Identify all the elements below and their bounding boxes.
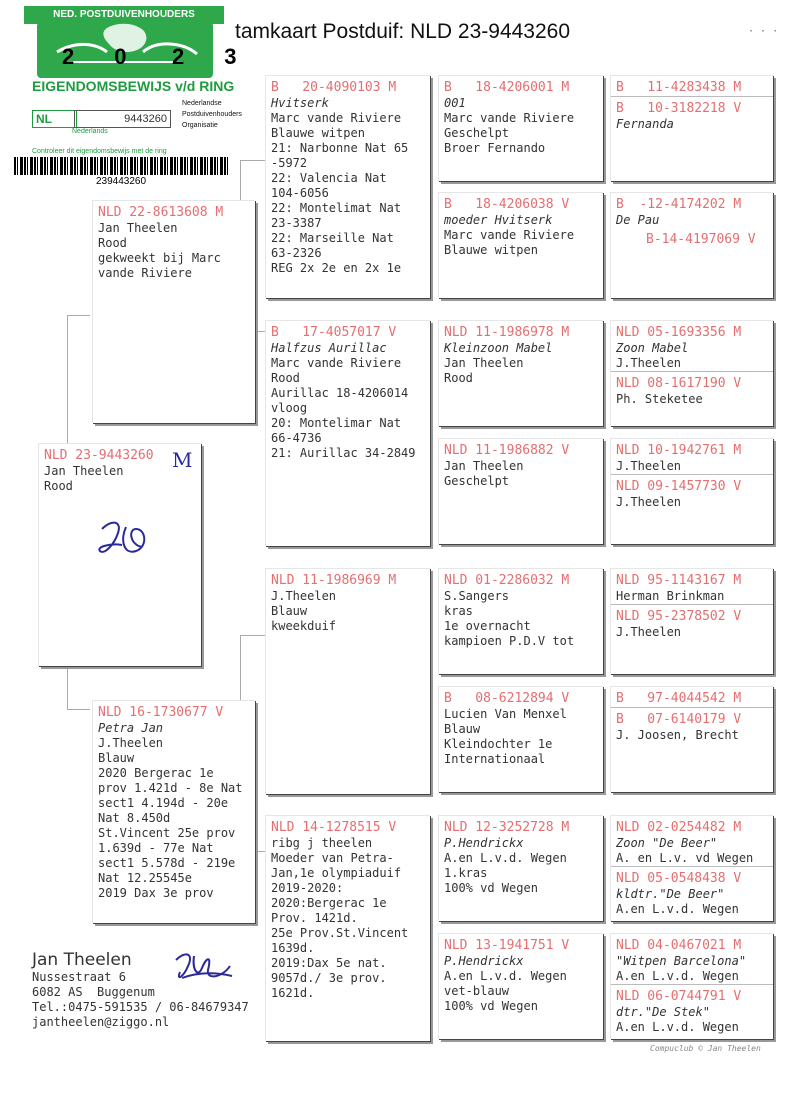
gp-line: 2019-2020: <box>271 881 344 895</box>
gp-line: 23-3387 <box>271 216 322 230</box>
gen4-dam-owner: A.en L.v.d. Wegen <box>616 902 739 916</box>
gp-line: 1621d. <box>271 986 315 1000</box>
gen4-dam-ring: NLD 08-1617190 V <box>616 376 742 391</box>
gp-ring: NLD 14-1278515 V <box>271 820 397 835</box>
great-grandparent-card <box>438 815 603 921</box>
gp-line: Blauwe witpen <box>271 126 365 140</box>
gp-line: 66-4736 <box>271 431 322 445</box>
gen4-sire-ring: NLD 05-1693356 M <box>616 325 742 340</box>
ggp-line: Marc vande Riviere <box>444 228 575 242</box>
dam-line: Nat 8.450d <box>98 811 171 825</box>
gp-ring: B 17-4057017 V <box>271 325 397 340</box>
gp-line: vloog <box>271 401 308 415</box>
sire-card <box>92 200 255 423</box>
gen4-dam-owner: J.Theelen <box>616 625 682 639</box>
gen4-pair-card <box>610 320 773 426</box>
dam-card <box>92 700 255 923</box>
ggp-line: 100% vd Wegen <box>444 881 538 895</box>
cert-npo-lines <box>182 98 242 131</box>
subject-line: Rood <box>44 479 73 493</box>
npo-line: Postduivenhouders <box>182 111 242 118</box>
gp-line: 104-6056 <box>271 186 329 200</box>
gp-line: REG 2x 2e en 2x 1e <box>271 261 402 275</box>
gen4-pair-card <box>610 686 773 792</box>
ggp-line: 1.kras <box>444 866 488 880</box>
gp-line: 63-2326 <box>271 246 322 260</box>
cert-year-left: 20 <box>62 44 167 69</box>
gp-line: Moeder van Petra- <box>271 851 394 865</box>
gen4-dam-owner: J.Theelen <box>616 495 682 509</box>
gen4-dam-ring: B 10-3182218 V <box>616 101 742 116</box>
ggp-line: kampioen P.D.V tot <box>444 634 575 648</box>
ggp-name: moeder Hvitserk <box>444 213 553 227</box>
ggp-ring: NLD 11-1986882 V <box>444 443 570 458</box>
gp-line: 21: Aurillac 34-2849 <box>271 446 416 460</box>
sire-line: gekweekt bij Marc <box>98 251 221 265</box>
ggp-name: P.Hendrickx <box>444 836 524 850</box>
gen4-sire-owner: Herman Brinkman <box>616 589 725 603</box>
dam-name: Petra Jan <box>98 721 164 735</box>
dam-ring: NLD 16-1730677 V <box>98 705 224 720</box>
footer-credit: Compuclub © Jan Theelen <box>650 1044 761 1053</box>
sire-line: Jan Theelen <box>98 221 178 235</box>
gen4-dam-owner: A.en L.v.d. Wegen <box>616 1020 739 1034</box>
gp-line: -5972 <box>271 156 308 170</box>
gen4-sire-name: Zoon "De Beer" <box>616 836 718 850</box>
sire-ring: NLD 22-8613608 M <box>98 205 224 220</box>
ggp-ring: B 18-4206038 V <box>444 197 570 212</box>
ggp-line: A.en L.v.d. Wegen <box>444 969 567 983</box>
gp-line: 2019:Dax 5e nat. <box>271 956 387 970</box>
gp-line: Marc vande Riviere <box>271 111 402 125</box>
barcode-number: 239443260 <box>96 176 147 187</box>
page-title: tamkaart Postduif: NLD 23-9443260 <box>235 20 571 43</box>
dam-line: J.Theelen <box>98 736 164 750</box>
gen4-sire-name: Zoon Mabel <box>616 341 689 355</box>
ggp-line: vet-blauw <box>444 984 510 998</box>
ggp-line: Lucien Van Menxel <box>444 707 567 721</box>
grandparent-card <box>265 320 430 546</box>
gen4-sire-owner: J.Theelen <box>616 459 682 473</box>
gen4-pair-card <box>610 815 773 921</box>
gen4-sire-owner: A.en L.v.d. Wegen <box>616 969 739 983</box>
subject-ring: NLD 23-9443260 <box>44 448 154 463</box>
ggp-line: S.Sangers <box>444 589 510 603</box>
dam-line: sect1 5.578d - 219e <box>98 856 236 870</box>
ggp-line: 100% vd Wegen <box>444 999 538 1013</box>
ggp-line: Blauw <box>444 722 481 736</box>
gen4-sire-owner: A. en L.v. vd Wegen <box>616 851 754 865</box>
gen4-dam-ring: NLD 06-0744791 V <box>616 989 742 1004</box>
gp-line: Blauw <box>271 604 308 618</box>
great-grandparent-card <box>438 75 603 181</box>
subject-sex-mark: M <box>172 448 193 472</box>
cert-control-text: Controleer dit eigendomsbewijs met de ring <box>32 148 167 155</box>
ggp-line: Internationaal <box>444 752 546 766</box>
cert-country-name: Nederlands <box>72 128 108 135</box>
gen4-dam-ring: NLD 05-0548438 V <box>616 871 742 886</box>
gen4-sire-ring: B -12-4174202 M <box>616 197 742 212</box>
npo-line: Nederlandse <box>182 100 222 107</box>
gen4-sire-name: De Pau <box>616 213 660 227</box>
great-grandparent-card <box>438 686 603 792</box>
gp-line: 25e Prov.St.Vincent <box>271 926 409 940</box>
cert-org: NED. POSTDUIVENHOUDERS <box>24 6 224 24</box>
barcode <box>14 157 229 175</box>
gen4-sire-ring: B 97-4044542 M <box>616 691 742 706</box>
gen4-dam-ring: B 07-6140179 V <box>616 712 742 727</box>
subject-line: Jan Theelen <box>44 464 124 478</box>
gen4-sire-owner: J.Theelen <box>616 356 682 370</box>
gp-line: 22: Montelimat Nat <box>271 201 402 215</box>
owner-signature <box>172 948 236 988</box>
gp-line: 20: Montelimar Nat <box>271 416 402 430</box>
great-grandparent-card <box>438 568 603 674</box>
gen4-sire-name: "Witpen Barcelona" <box>616 954 747 968</box>
great-grandparent-card <box>438 438 603 544</box>
gp-line: Jan,1e olympiaduif <box>271 866 402 880</box>
ggp-line: Jan Theelen <box>444 459 524 473</box>
gp-line: J.Theelen <box>271 589 337 603</box>
dam-line: 2020 Bergerac 1e <box>98 766 214 780</box>
gen4-dam-name: dtr."De Stek" <box>616 1005 710 1019</box>
ggp-line: 1e overnacht <box>444 619 531 633</box>
gp-line: kweekduif <box>271 619 337 633</box>
gen4-dam-ring: NLD 09-1457730 V <box>616 479 742 494</box>
dam-line: St.Vincent 25e prov <box>98 826 236 840</box>
grandparent-card <box>265 568 430 794</box>
dam-line: Nat 12.25545e <box>98 871 192 885</box>
gp-line: 9057d./ 3e prov. <box>271 971 387 985</box>
gp-line: 22: Marseille Nat <box>271 231 394 245</box>
ggp-name: Kleinzoon Mabel <box>444 341 553 355</box>
ggp-line: kras <box>444 604 473 618</box>
owner-email: jantheelen@ziggo.nl <box>32 1015 170 1029</box>
owner-street: Nussestraat 6 <box>32 970 126 984</box>
great-grandparent-card <box>438 320 603 426</box>
gp-name: Hvitserk <box>271 96 329 110</box>
sire-line: Rood <box>98 236 127 250</box>
ggp-ring: NLD 12-3252728 M <box>444 820 570 835</box>
ggp-line: Jan Theelen <box>444 356 524 370</box>
grandparent-card <box>265 815 430 1041</box>
ggp-line: Kleindochter 1e <box>444 737 553 751</box>
ggp-ring: NLD 13-1941751 V <box>444 938 570 953</box>
great-grandparent-card <box>438 192 603 298</box>
dam-line: Blauw <box>98 751 135 765</box>
ggp-name: P.Hendrickx <box>444 954 524 968</box>
dam-line: 1.639d - 77e Nat <box>98 841 214 855</box>
signature <box>96 515 156 565</box>
cert-ring-number: 9443260 <box>74 110 171 128</box>
cert-country-code: NL <box>32 110 77 128</box>
cert-year-right: 23 <box>172 44 277 69</box>
gp-name: Halfzus Aurillac <box>271 341 387 355</box>
dam-line: 2019 Dax 3e prov <box>98 886 214 900</box>
gp-line: Rood <box>271 371 300 385</box>
gen4-sire-ring: NLD 02-0254482 M <box>616 820 742 835</box>
gp-ring: NLD 11-1986969 M <box>271 573 397 588</box>
gp-line: 21: Narbonne Nat 65 <box>271 141 409 155</box>
ggp-ring: NLD 11-1986978 M <box>444 325 570 340</box>
ggp-line: Rood <box>444 371 473 385</box>
gen4-dam-ring: B-14-4197069 V <box>646 232 756 247</box>
cert-ownership-title: EIGENDOMSBEWIJS v/d RING <box>32 78 235 94</box>
owner-phone: Tel.:0475-591535 / 06-84679347 <box>32 1000 249 1014</box>
great-grandparent-card <box>438 933 603 1039</box>
ggp-line: Marc vande Riviere <box>444 111 575 125</box>
gen4-dam-ring: NLD 95-2378502 V <box>616 609 742 624</box>
gp-line: Marc vande Riviere <box>271 356 402 370</box>
gen4-sire-ring: B 11-4283438 M <box>616 80 742 95</box>
ggp-line: Geschelpt <box>444 474 510 488</box>
gp-line: Aurillac 18-4206014 <box>271 386 409 400</box>
gen4-pair-card <box>610 438 773 544</box>
ggp-name: 001 <box>444 96 466 110</box>
gen4-dam-name: kldtr."De Beer" <box>616 887 725 901</box>
gen4-pair-card <box>610 933 773 1039</box>
gen4-sire-ring: NLD 04-0467021 M <box>616 938 742 953</box>
gp-line: 22: Valencia Nat <box>271 171 387 185</box>
npo-line: Organisatie <box>182 122 218 129</box>
gp-line: 1639d. <box>271 941 315 955</box>
ggp-line: Broer Fernando <box>444 141 546 155</box>
gen4-sire-ring: NLD 10-1942761 M <box>616 443 742 458</box>
gen4-dam-owner: Ph. Steketee <box>616 392 703 406</box>
ggp-ring: NLD 01-2286032 M <box>444 573 570 588</box>
gen4-sire-ring: NLD 95-1143167 M <box>616 573 742 588</box>
gp-line: Prov. 1421d. <box>271 911 358 925</box>
dam-line: sect1 4.194d - 20e <box>98 796 229 810</box>
gen4-dam-owner: J. Joosen, Brecht <box>616 728 739 742</box>
owner-city: 6082 AS Buggenum <box>32 985 155 999</box>
gp-line: ribg j theelen <box>271 836 373 850</box>
gen4-pair-card <box>610 192 773 298</box>
gen4-pair-card <box>610 568 773 674</box>
sire-line: vande Riviere <box>98 266 192 280</box>
ggp-ring: B 18-4206001 M <box>444 80 570 95</box>
owner-name: Jan Theelen <box>32 950 132 970</box>
gen4-dam-name: Fernanda <box>616 117 674 131</box>
gp-line: 2020:Bergerac 1e <box>271 896 387 910</box>
dam-line: prov 1.421d - 8e Nat <box>98 781 243 795</box>
ggp-ring: B 08-6212894 V <box>444 691 570 706</box>
grandparent-card <box>265 75 430 298</box>
ggp-line: Blauwe witpen <box>444 243 538 257</box>
gp-ring: B 20-4090103 M <box>271 80 397 95</box>
ggp-line: A.en L.v.d. Wegen <box>444 851 567 865</box>
corner-dots: · · · <box>748 26 779 37</box>
gen4-pair-card <box>610 75 773 181</box>
ggp-line: Geschelpt <box>444 126 510 140</box>
